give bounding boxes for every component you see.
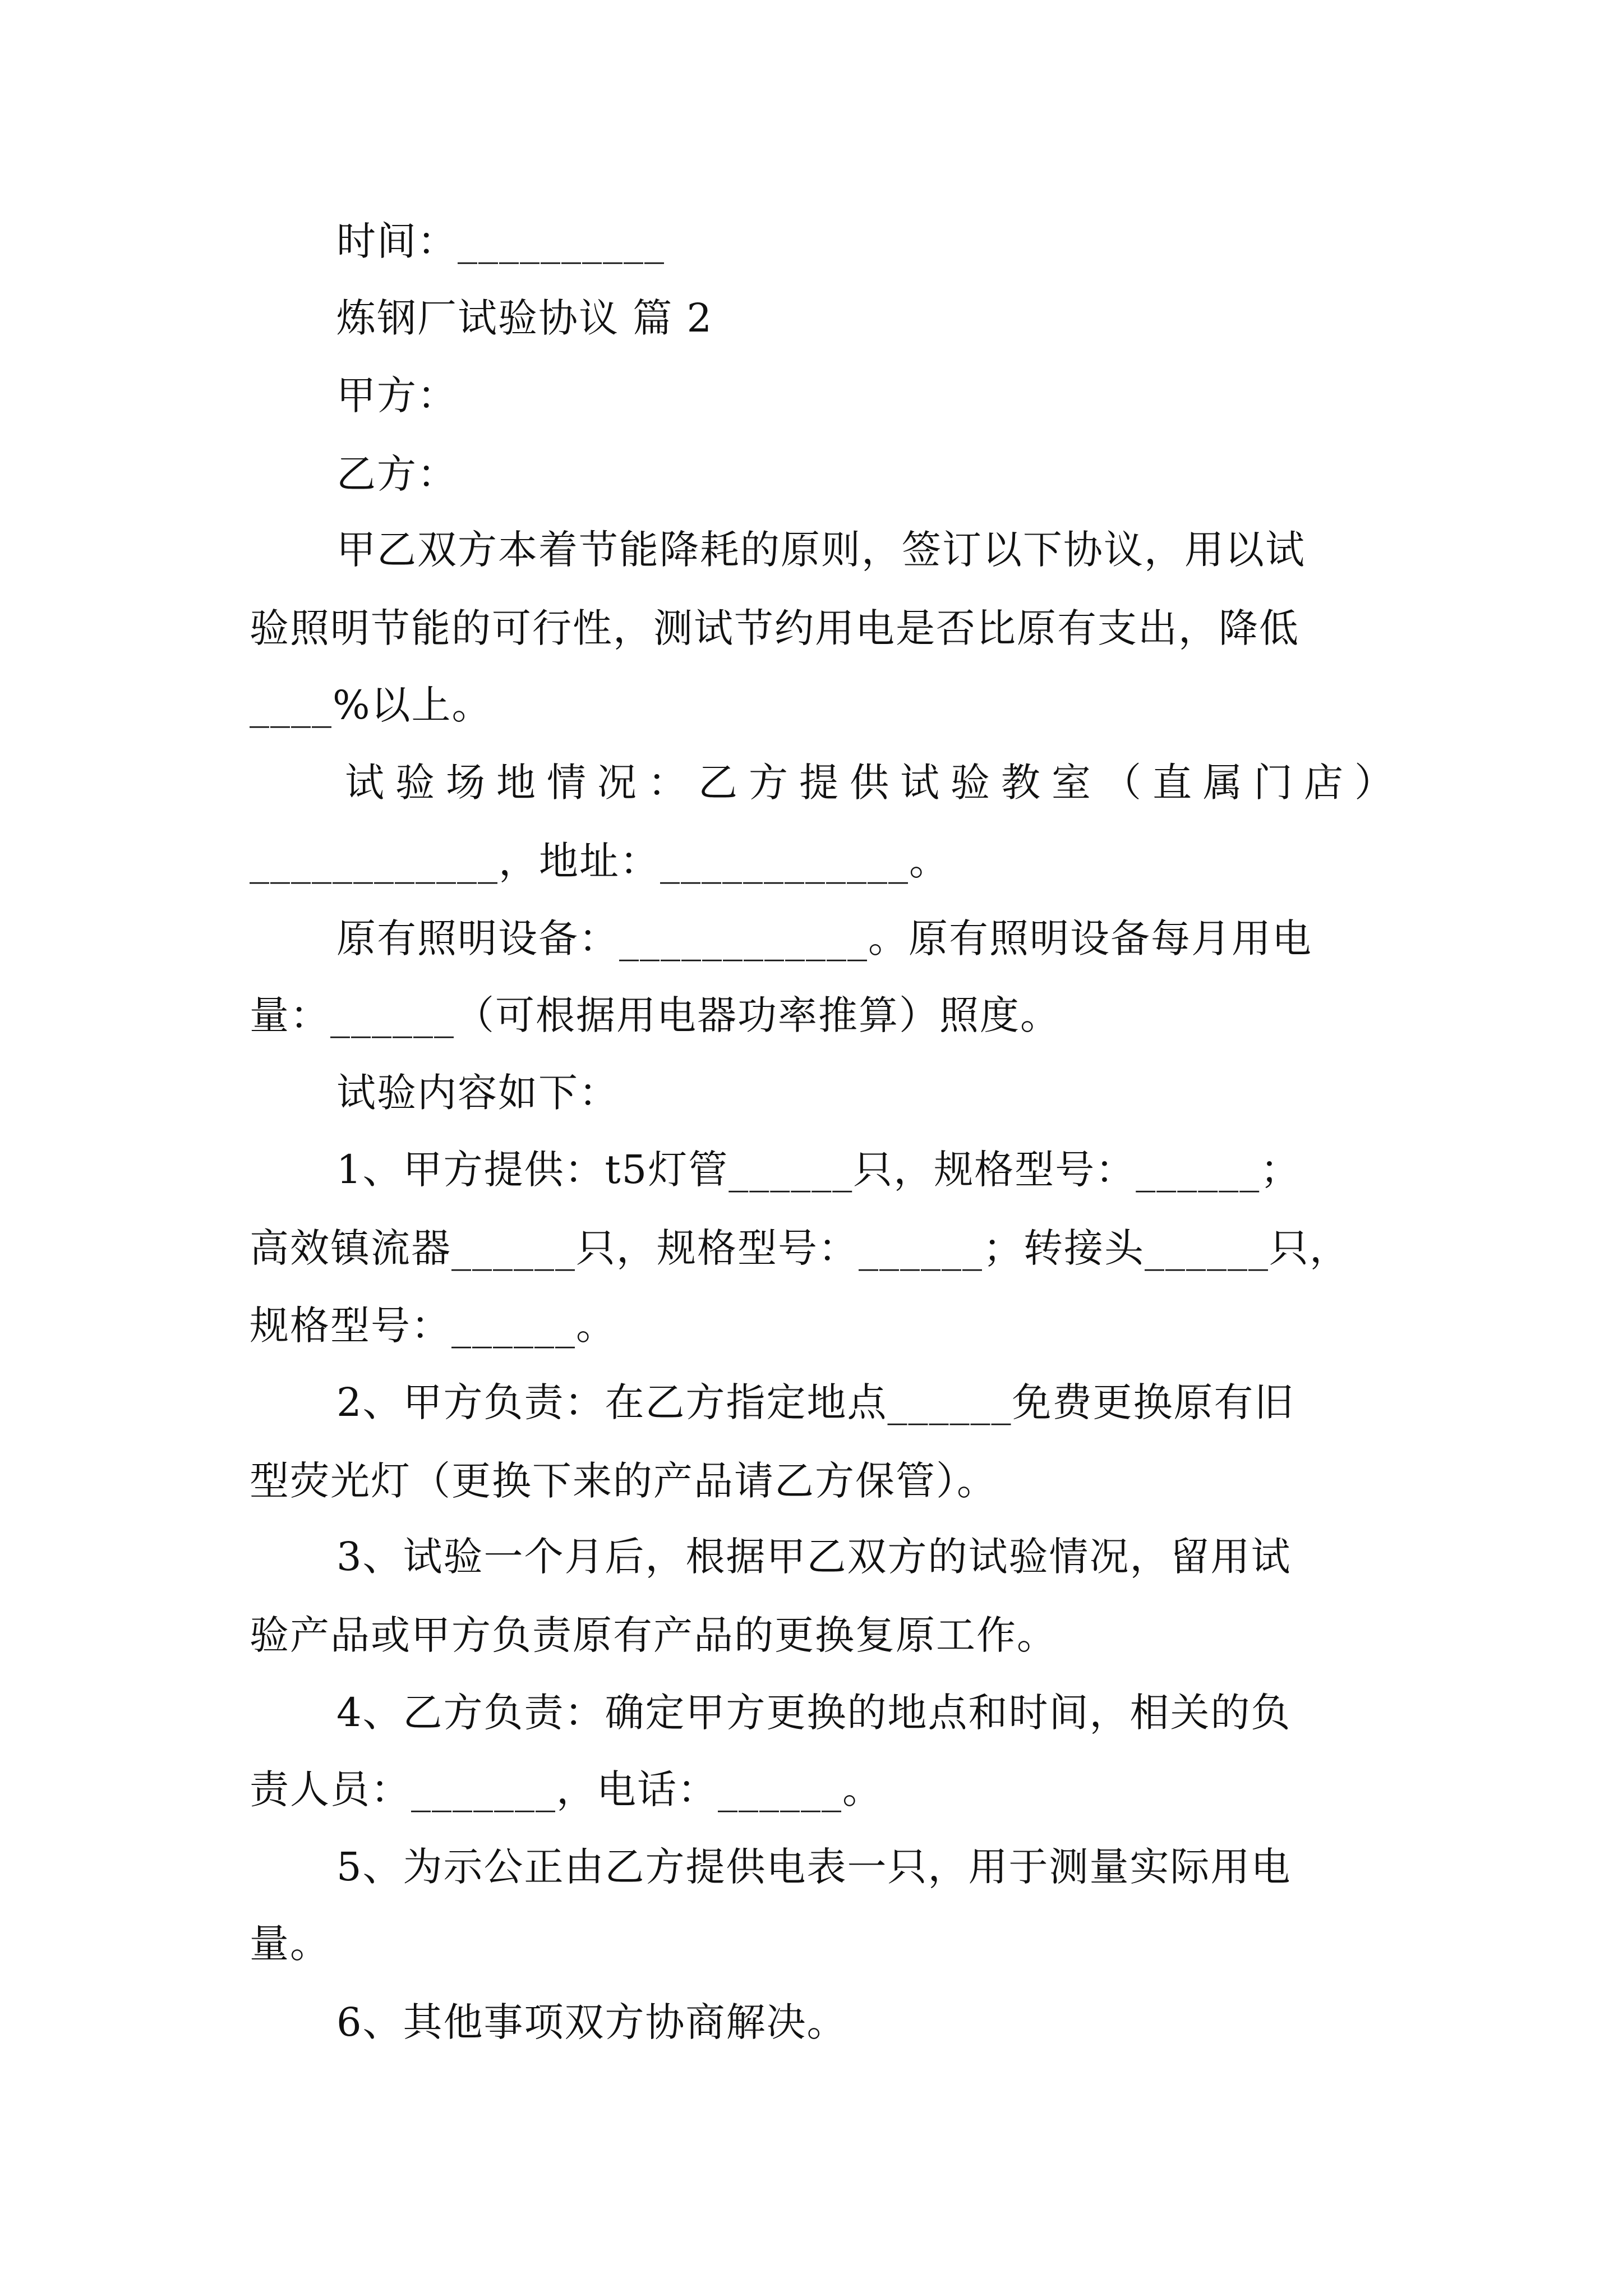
list-item: 型荧光灯（更换下来的产品请乙方保管）。 [250, 1458, 997, 1504]
list-item: 责人员：_______，电话：______。 [250, 1766, 883, 1812]
list-item: 5、为示公正由乙方提供电表一只，用于测量实际用电 [336, 1844, 1292, 1890]
list-item: 3、试验一个月后，根据甲乙双方的试验情况，留用试 [336, 1534, 1292, 1580]
list-item: 高效镇流器______只，规格型号：______；转接头______只， [250, 1225, 1350, 1271]
list-item: 验产品或甲方负责原有产品的更换复原工作。 [250, 1612, 1057, 1658]
list-item: 1、甲方提供：t5灯管______只，规格型号：______； [336, 1147, 1301, 1193]
paragraph-line: ____________，地址：____________。 [250, 838, 949, 884]
list-item: 2、甲方负责：在乙方指定地点______免费更换原有旧 [336, 1379, 1295, 1425]
paragraph-line: 甲乙双方本着节能降耗的原则，签订以下协议，用以试 [336, 527, 1306, 573]
list-item: 规格型号：______。 [250, 1303, 616, 1349]
party-b-line: 乙方： [336, 451, 458, 497]
party-a-line: 甲方： [336, 372, 458, 418]
time-field-line: 时间：__________ [336, 218, 665, 264]
list-item: 4、乙方负责：确定甲方更换的地点和时间，相关的负 [336, 1690, 1292, 1736]
paragraph-line: 试验场地情况：乙方提供试验教室（直属门店） [345, 760, 1405, 806]
list-item: 量。 [250, 1921, 330, 1967]
section-title: 炼钢厂试验协议 篇 2 [336, 295, 713, 341]
paragraph-line: ____%以上。 [250, 682, 492, 728]
paragraph-line: 量：______（可根据用电器功率推算）照度。 [250, 992, 1061, 1038]
paragraph-line: 原有照明设备：____________。原有照明设备每月用电 [336, 915, 1312, 961]
list-item: 6、其他事项双方协商解决。 [336, 1999, 847, 2045]
paragraph-line: 验照明节能的可行性，测试节约用电是否比原有支出，降低 [250, 605, 1299, 651]
paragraph-line: 试验内容如下： [336, 1070, 619, 1116]
